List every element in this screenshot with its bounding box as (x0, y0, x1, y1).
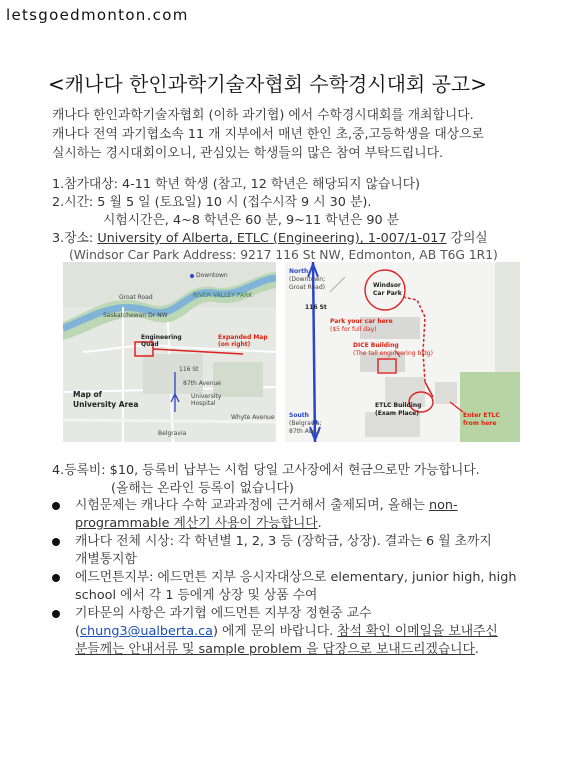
item-duration: 시험시간은, 4~8 학년은 60 분, 9~11 학년은 90 분 (103, 213, 400, 228)
bullet-3-marker (52, 574, 60, 582)
label-downtown: Downtown (196, 272, 228, 279)
bullet-1-marker (52, 502, 60, 510)
label-river-valley: RIVER VALLEY PARK (193, 292, 253, 299)
bullet-1-emph-a: non- (428, 498, 458, 513)
bullet-4-mid: ) 에게 문의 바랍니다. (213, 624, 338, 639)
label-south-1: South (289, 412, 309, 419)
bullet-4-emph-a: 참석 확인 이메일을 보내주신 (337, 624, 498, 639)
bullet-1-end: . (317, 516, 322, 531)
item-time: 2.시간: 5 월 5 일 (토요일) 10 시 (접수시작 9 시 30 분). (52, 195, 372, 210)
label-north-2: (Downtown; (289, 276, 326, 283)
bullet-1-line-1 (75, 496, 458, 516)
bullet-1-line-2 (75, 514, 322, 534)
label-116-st-right: 116 St (305, 304, 327, 311)
intro-line-3: 실시하는 경시대회이오니, 관심있는 학생들의 많은 참여 부탁드립니다. (52, 146, 444, 161)
label-north-1: North (289, 268, 309, 275)
watermark: letsgoedmonton.com (6, 6, 189, 24)
item-parking: (Windsor Car Park Address: 9217 116 St NW, Edmonton, AB T6G 1R1) (69, 248, 498, 262)
label-belgravia: Belgravia (158, 430, 187, 437)
label-dice-2: (The tall engineering bldg) (353, 350, 433, 357)
place-link[interactable]: University of Alberta, ETLC (Engineering), 1-007/1-017 (97, 231, 447, 246)
label-north-3: Groat Road) (289, 284, 325, 291)
label-engineering-quad: Engineering Quad (141, 334, 182, 348)
intro-line-2: 캐나다 전역 과기협소속 11 개 지부에서 매년 한인 초,중,고등학생을 대상으로 (52, 127, 484, 142)
label-park-1: Park your car here (330, 318, 393, 325)
label-whyte: Whyte Avenue (231, 414, 275, 421)
expanded-campus-map (285, 262, 520, 442)
bullet-4-line-1: 기타문의 사항은 과기협 에드먼튼 지부장 정현중 교수 (75, 606, 372, 621)
bullet-4-marker (52, 610, 60, 618)
university-area-map (63, 262, 276, 442)
bullet-4-line-2: (chung3@ualberta.ca) 에게 문의 바랍니다. 참석 확인 이메일을 보내주신 (75, 624, 498, 639)
item-target: 1.참가대상: 4-11 학년 학생 (참고, 12 학년은 해당되지 않습니다) (52, 177, 421, 192)
bullet-2-line-1: 캐나다 전체 시상: 각 학년별 1, 2, 3 등 (장학금, 상장). 결과는 6 월 초까지 (75, 534, 492, 549)
contact-email-link[interactable]: chung3@ualberta.ca (80, 624, 213, 639)
place-suffix: 강의실 (446, 231, 488, 246)
label-university-hospital: University Hospital (191, 393, 222, 407)
item-fee: 4.등록비: $10, 등록비 납부는 시험 당일 고사장에서 현금으로만 가능합니다. (52, 463, 480, 478)
label-etlc-1: ETLC Building (375, 402, 422, 409)
label-87th-avenue: 87th Avenue (183, 380, 221, 387)
item-fee-note: (올해는 온라인 등록이 없습니다) (111, 481, 294, 496)
map-title-line-2: University Area (73, 400, 139, 409)
label-windsor-1: Windsor (373, 282, 401, 289)
label-etlc-2: (Exam Place) (375, 410, 419, 417)
label-expanded-map: Expanded Map (on right) (218, 334, 268, 348)
label-enter-2: from here (463, 420, 497, 427)
bullet-2-line-2: 개별통지함 (75, 552, 137, 567)
map-title-line-1: Map of (73, 390, 102, 399)
label-windsor-2: Car Park (373, 290, 402, 297)
bullet-3-line-2: school 에서 각 1 등에게 상장 및 상품 수여 (75, 588, 318, 603)
bullet-3-line-1: 에드먼튼지부: 에드먼튼 지부 응시자대상으로 elementary, junior high, high (75, 570, 517, 585)
bullet-1-text: 시험문제는 캐나다 수학 교과과정에 근거해서 출제되며, 올해는 (75, 498, 429, 513)
page-title: <캐나다 한인과학기술자협회 수학경시대회 공고> (48, 72, 487, 96)
place-prefix: 3.장소: (52, 231, 98, 246)
label-dice-1: DICE Building (353, 342, 399, 349)
label-saskatchewan: Saskatchewan Dr NW (103, 312, 168, 319)
bullet-2-marker (52, 538, 60, 546)
label-groat-road: Groat Road (119, 294, 153, 301)
bullet-4-line-3 (75, 640, 479, 660)
label-enter-1: Enter ETLC (463, 412, 500, 419)
bullet-4-end: . (474, 642, 479, 657)
label-south-2: (Belgravia; (289, 420, 322, 427)
label-116-st: 116 St (179, 366, 199, 373)
label-south-3: 87th Ave.) (289, 428, 320, 435)
intro-line-1: 캐나다 한인과학기술자협회 (이하 과기협) 에서 수학경시대회를 개최합니다. (52, 108, 474, 123)
bullet-1-emph-b: programmable 계산기 사용이 가능합니다 (75, 516, 318, 531)
label-park-2: ($5 for full day) (330, 326, 377, 333)
bullet-4-emph-b: 분들께는 안내서류 및 sample problem 을 답장으로 보내드리겠습니다 (75, 642, 475, 657)
